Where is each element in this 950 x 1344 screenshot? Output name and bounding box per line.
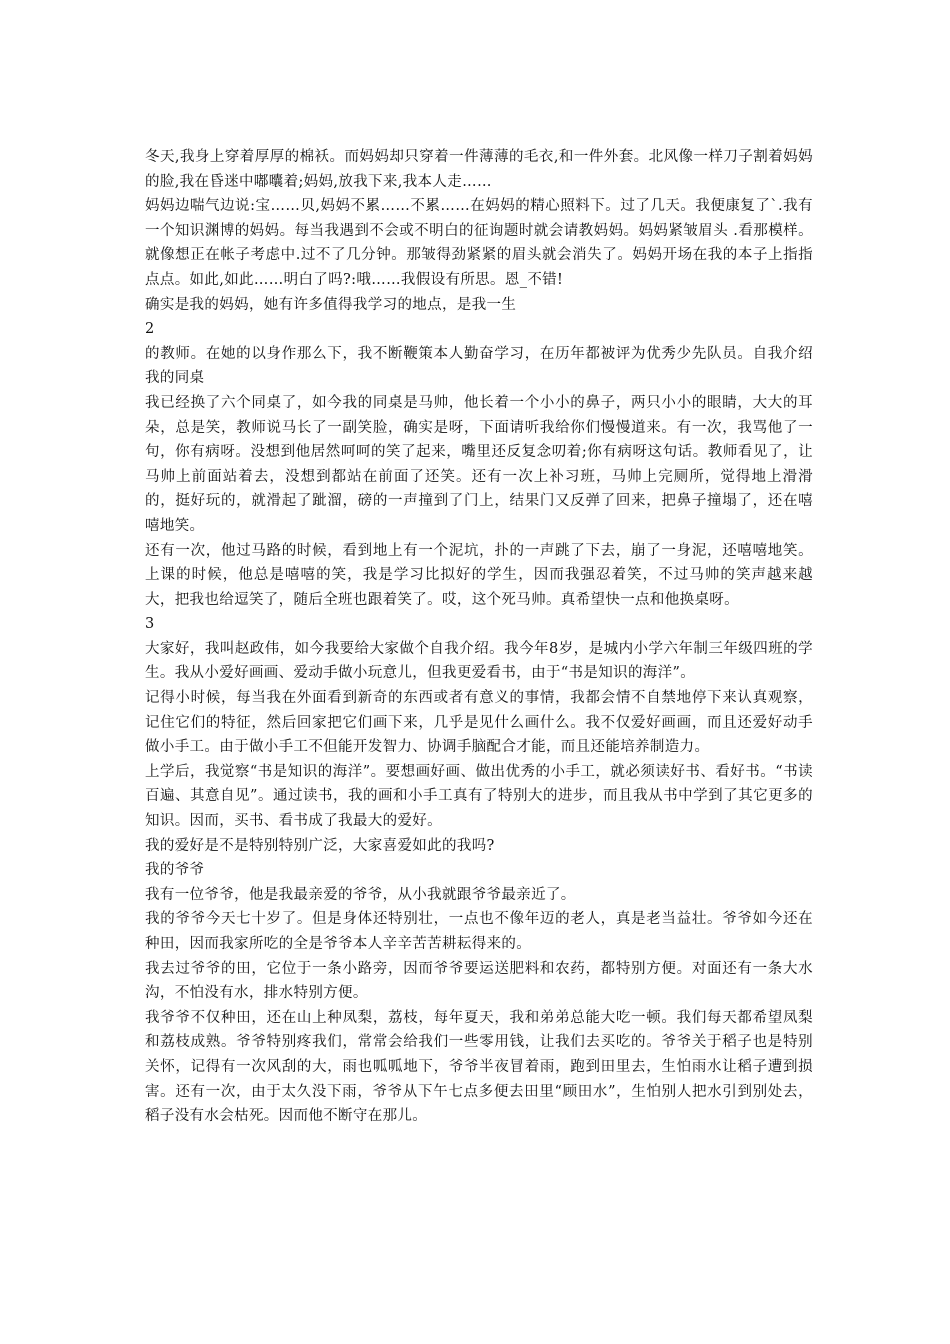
paragraph: 我爷爷不仅种田，还在山上种凤梨，荔枝，每年夏天，我和弟弟总能大吃一顿。我们每天都希望凤梨和荔枝成熟。爷爷特别疼我们，常常会给我们一些零用钱，让我们去买吃的。爷爷关于稻子也是特别关怀，记得有一次风刮的大，雨也呱呱地下，爷爷半夜冒着雨，跑到田里去，生怕雨水让稻子遭到损害。还有一次，由于太久没下雨，爷爷从下午七点多便去田里“顾田水”，生怕别人把水引到别处去，稻子没有水会枯死。因而他不断守在那儿。: [145, 1009, 813, 1125]
paragraph: 我已经换了六个同桌了，如今我的同桌是马帅，他长着一个小小的鼻子，两只小小的眼睛，大大的耳朵，总是笑，教师说马长了一副笑脸，确实是呀，下面请听我给你们慢慢道来。有一次，我骂他了一句，你有病呀。没想到他居然呵呵的笑了起来，嘴里还反复念叨着;你有病呀这句话。教师看见了，让马帅上前面站着去，没想到都站在前面了还笑。还有一次上补习班，马帅上完厕所，觉得地上滑滑的，挺好玩的，就滑起了跐溜，磅的一声撞到了门上，结果门又反弹了回来，把鼻子撞塌了，还在嘻嘻地笑。: [145, 394, 813, 534]
document-page: [145, 145, 813, 1129]
paragraph: 我去过爷爷的田，它位于一条小路旁，因而爷爷要运送肥料和农药，都特别方便。对面还有一条大水沟，不怕没有水，排水特别方便。: [145, 960, 813, 1002]
paragraph: 我有一位爷爷，他是我最亲爱的爷爷，从小我就跟爷爷最亲近了。: [145, 886, 576, 903]
paragraph: 我的爷爷今天七十岁了。但是身体还特别壮，一点也不像年迈的老人，真是老当益壮。爷爷如今还在种田，因而我家所吃的全是爷爷本人辛辛苦苦耕耘得来的。: [145, 911, 813, 952]
page-number: 3: [145, 616, 155, 633]
paragraph: 还有一次，他过马路的时候，看到地上有一个泥坑，扑的一声跳了下去，崩了一身泥，还嘻嘻地笑。上课的时候，他总是嘻嘻的笑，我是学习比拟好的学生，因而我强忍着笑，不过马帅的笑声越来越大，把我也给逗笑了，随后全班也跟着笑了。哎，这个死马帅。真希望快一点和他换桌呀。: [145, 542, 813, 608]
paragraph: 大家好，我叫赵政伟，如今我要给大家做个自我介绍。我今年8岁，是城内小学六年制三年级四班的学生。我从小爱好画画、爱动手做小玩意儿，但我更爱看书，由于“书是知识的海洋”。: [145, 640, 813, 682]
paragraph: 的教师。在她的以身作那么下，我不断鞭策本人勤奋学习，在历年都被评为优秀少先队员。自我介绍 我的同桌: [145, 345, 813, 387]
section-title: 我的爷爷: [145, 862, 205, 879]
paragraph: 记得小时候，每当我在外面看到新奇的东西或者有意义的事情，我都会情不自禁地停下来认真观察，记住它们的特征，然后回家把它们画下来，几乎是见什么画什么。我不仅爱好画画，而且还爱好动手做小手工。由于做小手工不但能开发智力、协调手脑配合才能，而且还能培养制造力。: [145, 690, 813, 756]
paragraph: 确实是我的妈妈，她有许多值得我学习的地点，是我一生: [145, 296, 517, 313]
paragraph: 上学后，我觉察“书是知识的海洋”。要想画好画、做出优秀的小手工，就必须读好书、看好书。“书读百遍、其意自见”。通过读书，我的画和小手工真有了特别大的进步，而且我从书中学到了其它更多的知识。因而，买书、看书成了我最大的爱好。: [145, 763, 813, 830]
page-number: 2: [145, 321, 155, 338]
paragraph: 我的爱好是不是特别特别广泛，大家喜爱如此的我吗?: [145, 837, 495, 854]
paragraph: 冬天,我身上穿着厚厚的棉袄。而妈妈却只穿着一件薄薄的毛衣,和一件外套。北风像一样刀子割着妈妈的脸,我在昏迷中嘟囔着;妈妈,放我下来,我本人走……: [145, 149, 813, 190]
paragraph: 妈妈边喘气边说:宝……贝,妈妈不累……不累……在妈妈的精心照料下。过了几天。我便康复了`.我有一个知识渊博的妈妈。每当我遇到不会或不明白的征询题时就会请教妈妈。妈妈紧皱眉头 .看那模样。就像想正在帐子考虑中.过不了几分钟。那皱得劲紧紧的眉头就会消失了。妈妈开场在我的本子上指指点点。如此,如此……明白了吗?:哦……我假设有所思。恩_不错!: [145, 198, 813, 288]
